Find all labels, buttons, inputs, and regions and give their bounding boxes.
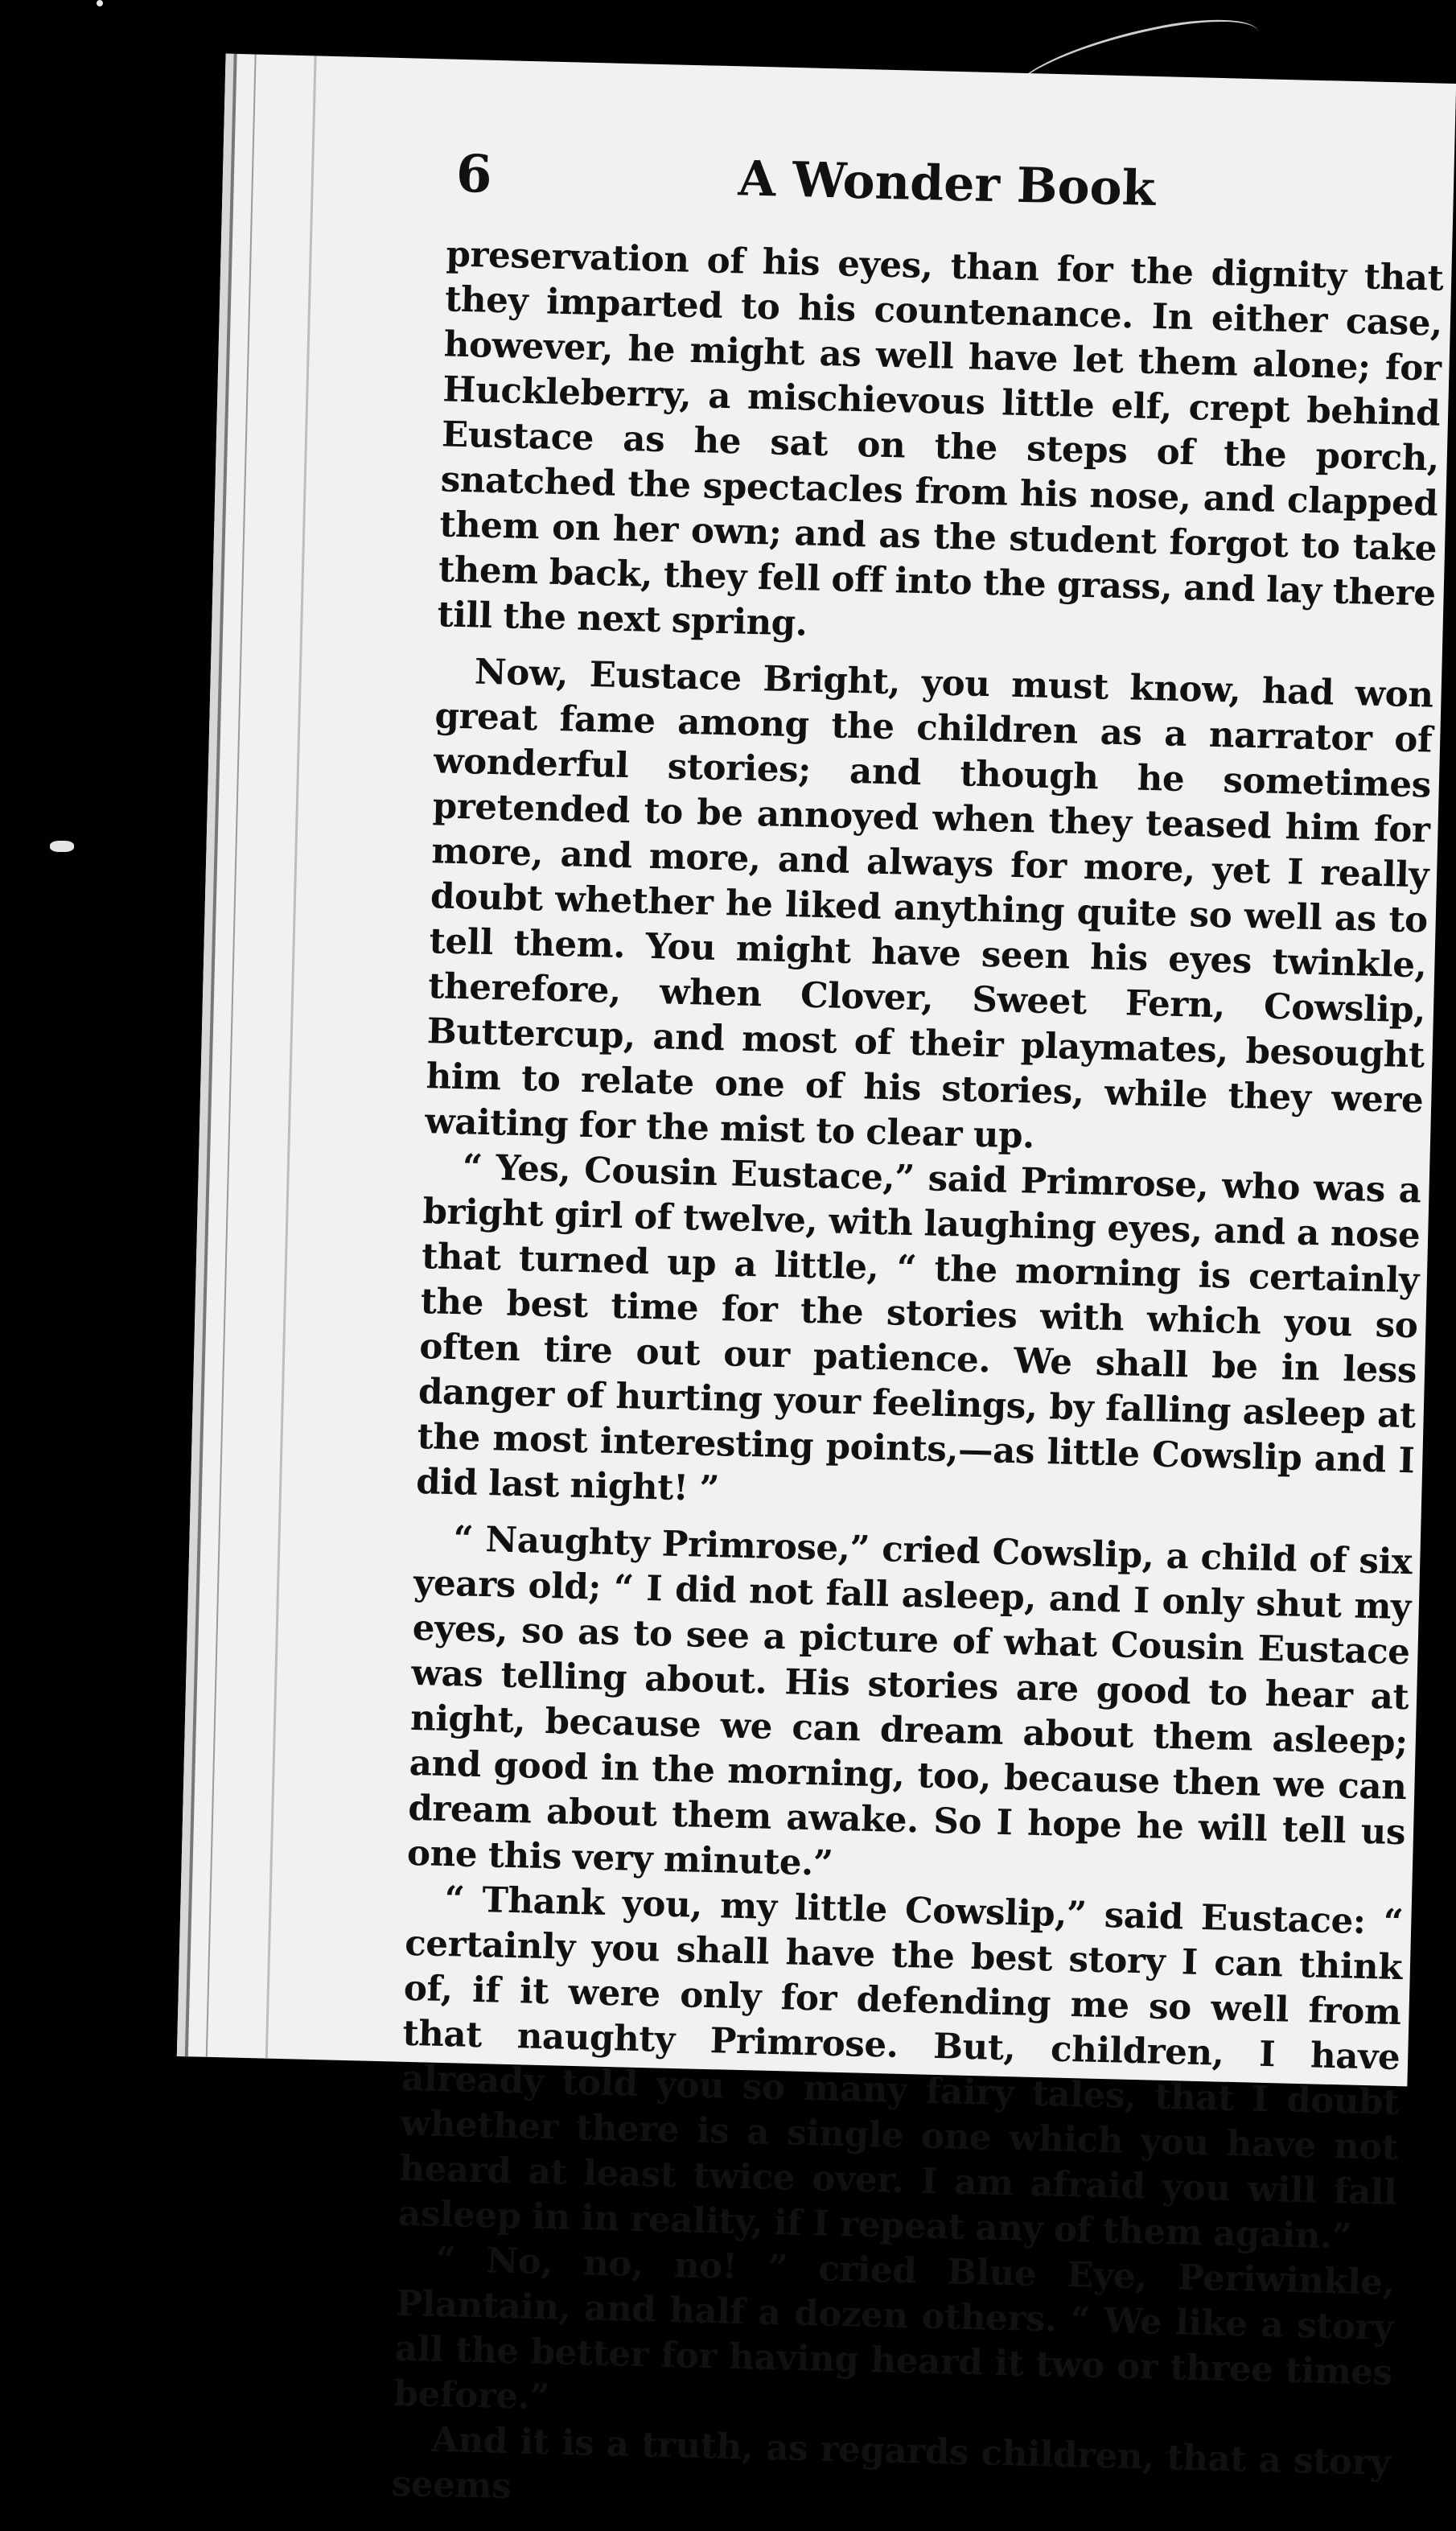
paragraph: And it is a truth, as regards children, that a story seems	[391, 2418, 1391, 2508]
paragraph: “ Yes, Cousin Eustace,” said Primrose, who was a bright girl of twelve, with laughing eyes, and a nose that turned up a little, “ the morning is certainly the best time for the stories with which you so often tire out our patience. We shall be in less danger of hurting your feelings, by falling asleep at the most interesting points,—as little Cowslip and I did last night! ”	[415, 1146, 1422, 1510]
page-content	[391, 143, 1446, 2530]
dust-speck	[50, 841, 74, 852]
paragraph: “ Thank you, my little Cowslip,” said Eustace: “ certainly you shall have the best story I can think of, if it were only for defending me so well from that naughty Primrose. But, children, I have already told you so many fairy tales, that I doubt whether there is a single one which you have not heard at least twice over. I am afraid you will fall asleep in in reality, if I repeat any of them again.”	[397, 1879, 1404, 2257]
binding-edge	[206, 55, 257, 2057]
paragraph: “ Naughty Primrose,” cried Cowslip, a child of six years old; “ I did not fall asleep, and I only shut my eyes, so as to see a picture of what Cousin Eustace was telling about. His stories are good to hear at night, because we can dream about them asleep; and good in the morning, too, because then we can dream about them awake. So I hope he will tell us one this very minute.”	[406, 1518, 1413, 1884]
book-page	[177, 54, 1456, 2508]
binding-edge	[265, 56, 317, 2058]
running-head: A Wonder Book	[737, 150, 1157, 217]
paragraph: “ No, no, no! ” cried Blue Eye, Periwinkle, Plantain, and half a dozen others. “ We like a story all the better for having heard it two or three times before.”	[393, 2238, 1396, 2418]
page-number: 6	[455, 143, 493, 205]
body-text	[391, 232, 1444, 2530]
paragraph: Now, Eustace Bright, you must know, had won great fame among the children as a narrator of wonderful stories; and though he sometimes pretended to be annoyed when they teased him for more, and more, and always for more, yet I really doubt whether he liked anything quite so well as to tell them. You might have seen his eyes twinkle, therefore, when Clover, Sweet Fern, Cowslip, Buttercup, and most of their playmates, besought him to relate one of his stories, while they were waiting for the mist to clear up.	[424, 651, 1434, 1157]
binding-edge	[185, 54, 237, 2056]
paragraph: preservation of his eyes, than for the dignity that they imparted to his countenance. In either case, however, he might as well have let them alone; for Huckleberry, a mischievous little elf, crept behind Eustace as he sat on the steps of the porch, snatched the spectacles from his nose, and clapped them on her own; and as the student forgot to take them back, they fell off into the grass, and lay there till the next spring.	[437, 233, 1444, 644]
dust-speck	[97, 0, 103, 6]
